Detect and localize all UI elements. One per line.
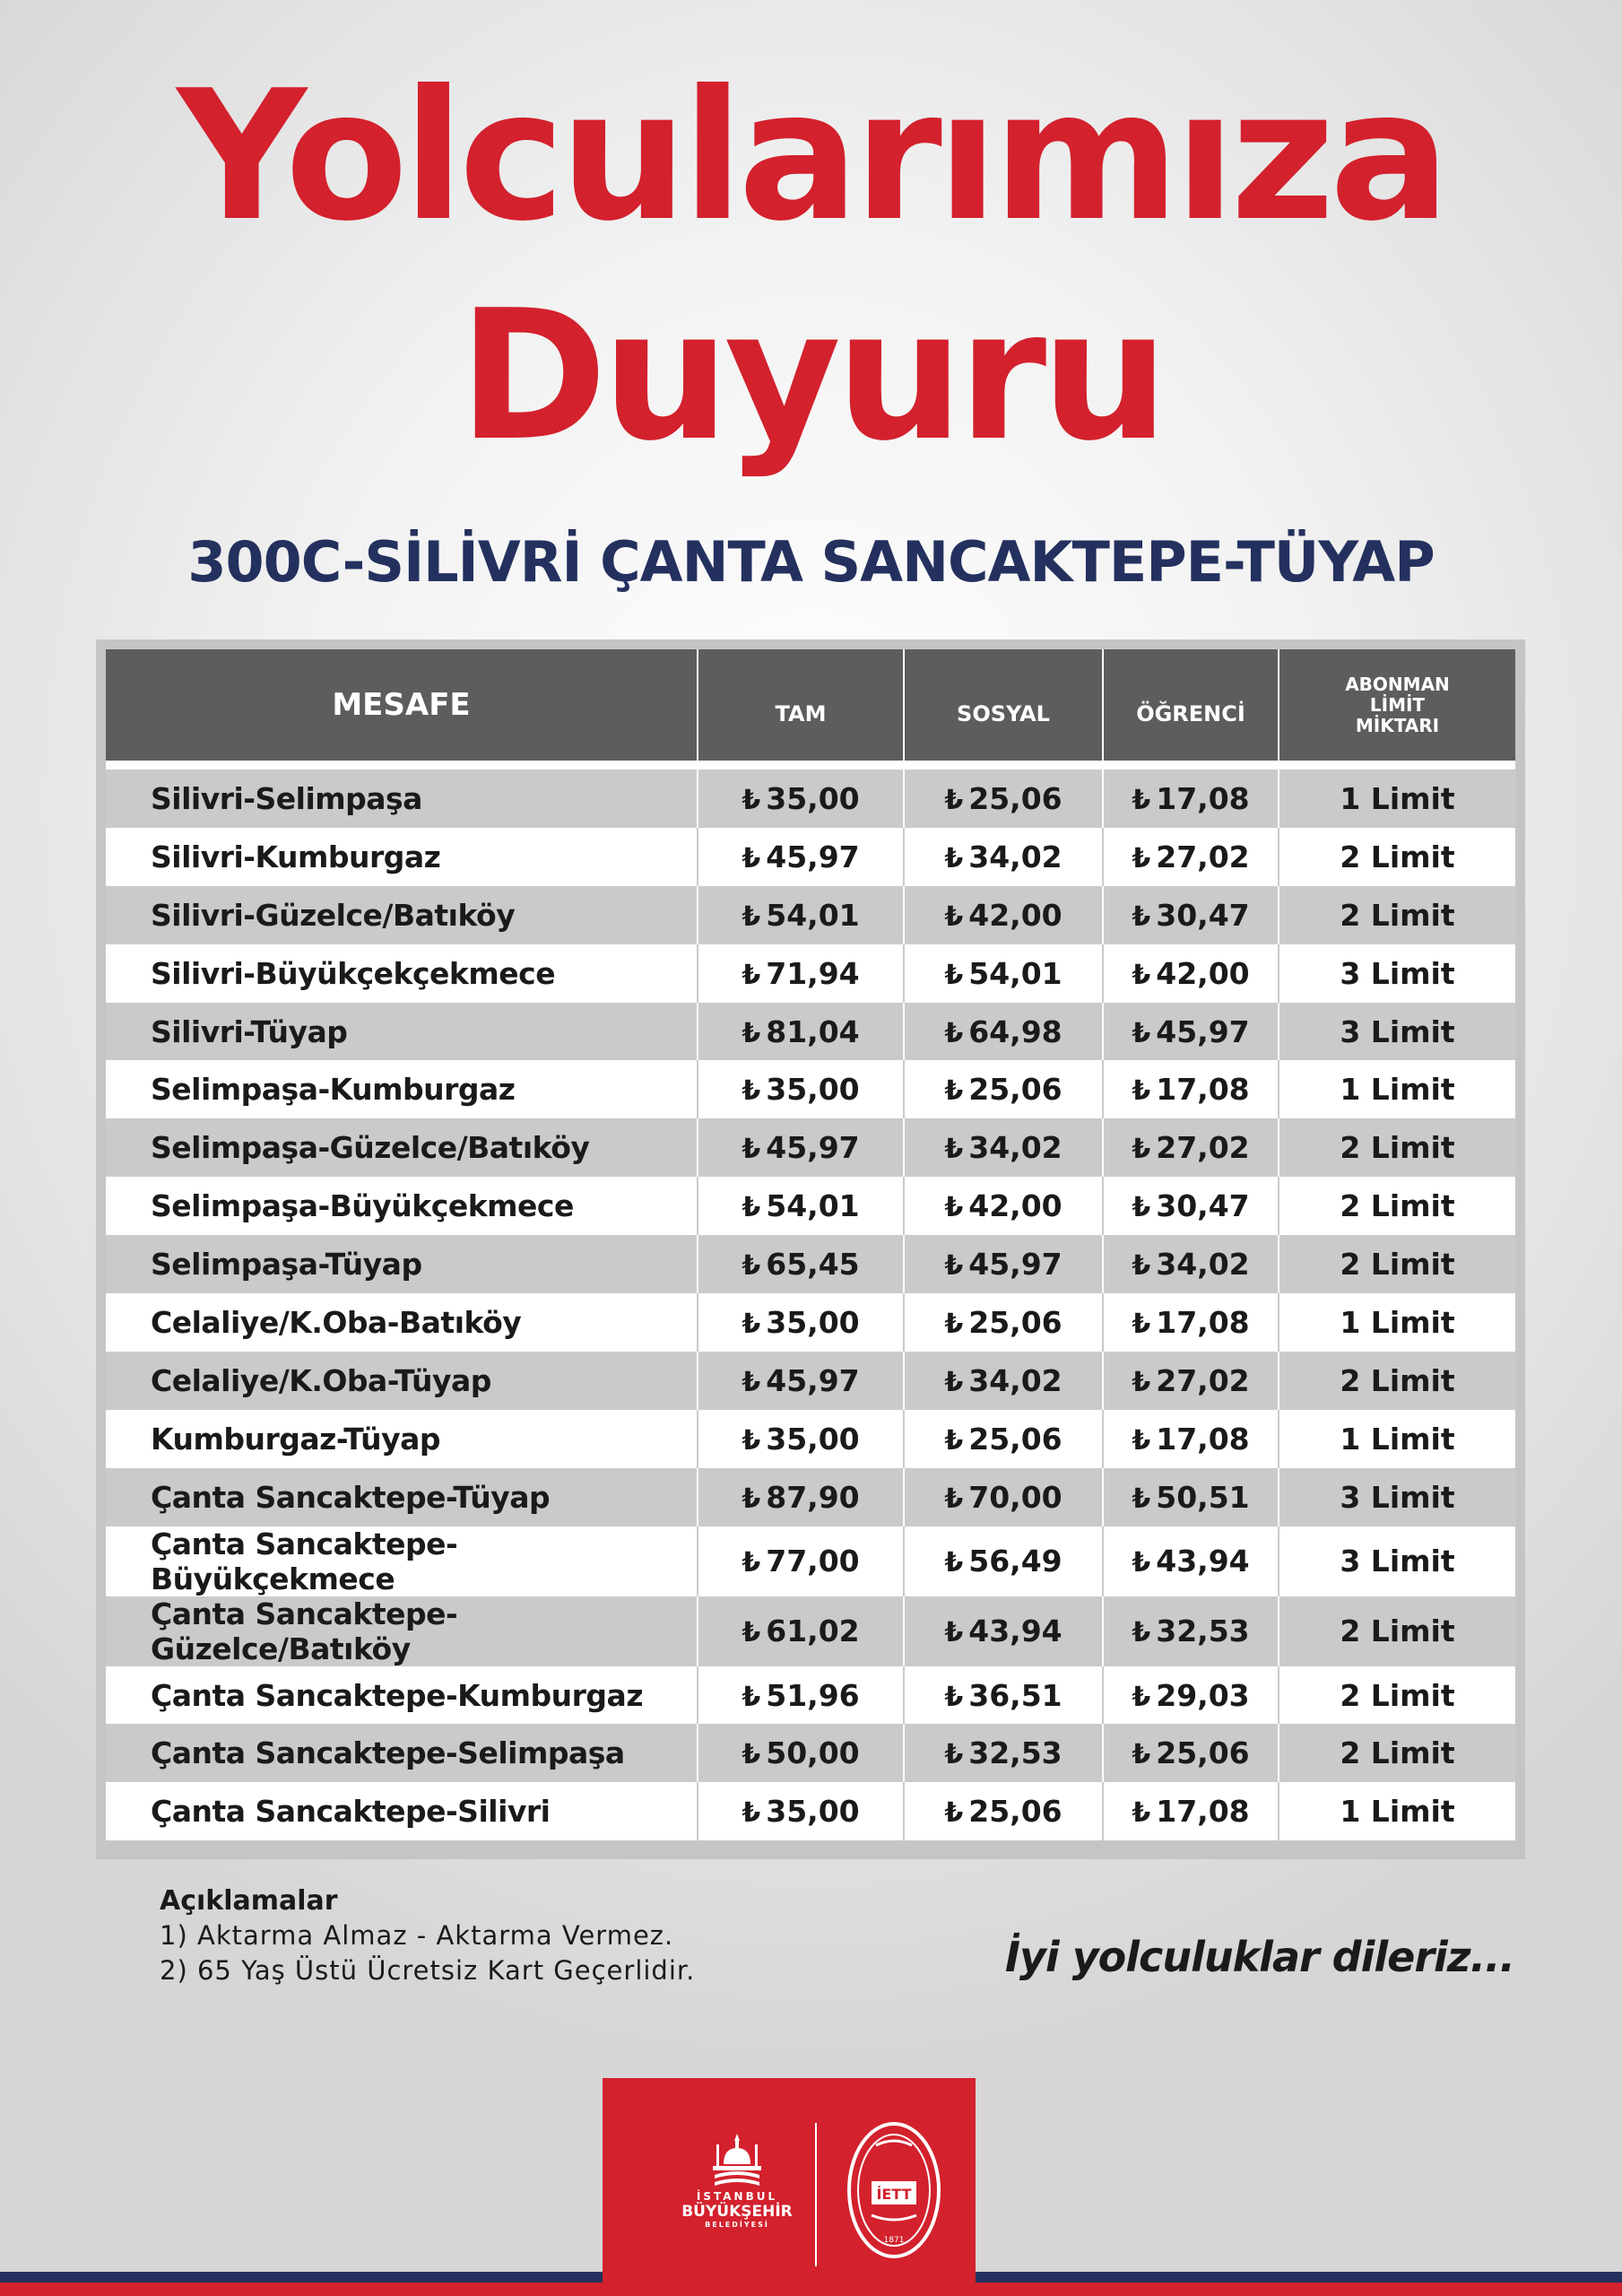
ogrenci-price-cell-value: 17,08 (1156, 1304, 1250, 1340)
sosyal-price-cell (904, 1293, 1103, 1352)
iett-logo-text: İETT (876, 2186, 912, 2203)
ogrenci-price-cell (1103, 1596, 1279, 1666)
fare-table (106, 649, 1515, 1840)
route-cell: Çanta Sancaktepe-Selimpaşa (106, 1724, 698, 1782)
tam-price-cell-value: 81,04 (766, 1013, 860, 1049)
sosyal-price-cell (904, 1596, 1103, 1666)
tam-price-cell (698, 1526, 904, 1596)
column-header-tam: TAM (698, 649, 904, 765)
lira-icon: ₺ (742, 1483, 761, 1515)
ogrenci-price-cell (1103, 1293, 1279, 1352)
lira-icon: ₺ (1132, 1681, 1151, 1713)
sosyal-price-cell-value: 34,02 (968, 839, 1063, 874)
ogrenci-price-cell-value: 30,47 (1156, 1188, 1250, 1224)
announcement-title-line2: Duyuru (458, 272, 1164, 481)
logo-divider (815, 2123, 817, 2266)
tam-price-cell (698, 1596, 904, 1666)
tam-price-cell (698, 1003, 904, 1061)
ogrenci-price-cell (1103, 1468, 1279, 1526)
route-cell: Silivri-Tüyap (106, 1003, 698, 1061)
iett-year-text: 1871 (883, 2236, 905, 2245)
ogrenci-price-cell (1103, 944, 1279, 1003)
iett-emblem-icon (845, 2118, 943, 2262)
tam-price-cell (698, 1060, 904, 1118)
ibb-text-line3: BELEDİYESİ (705, 2221, 769, 2230)
route-cell: Silivri-Büyükçekçekmece (106, 944, 698, 1003)
table-row (106, 1468, 1515, 1526)
lira-icon: ₺ (944, 1308, 964, 1340)
table-row (106, 1410, 1515, 1468)
ogrenci-price-cell-value: 27,02 (1156, 1130, 1250, 1166)
limit-cell: 1 Limit (1279, 1060, 1515, 1118)
lira-icon: ₺ (1132, 1250, 1151, 1283)
lira-icon: ₺ (1132, 842, 1151, 874)
sosyal-price-cell-value: 34,02 (968, 1130, 1063, 1166)
ogrenci-price-cell-value: 27,02 (1156, 1362, 1250, 1398)
tam-price-cell-value: 35,00 (766, 1421, 860, 1457)
route-cell: Çanta Sancaktepe-Büyükçekmece (106, 1526, 698, 1596)
limit-cell: 2 Limit (1279, 1352, 1515, 1410)
tam-price-cell (698, 1352, 904, 1410)
sosyal-price-cell-value: 54,01 (968, 955, 1063, 991)
tam-price-cell-value: 45,97 (766, 1130, 860, 1166)
sosyal-price-cell-value: 32,53 (968, 1735, 1063, 1771)
lira-icon: ₺ (944, 1681, 964, 1713)
limit-cell: 1 Limit (1279, 1410, 1515, 1468)
table-row (106, 1118, 1515, 1177)
fare-table-body (106, 765, 1515, 1840)
route-cell: Selimpaşa-Tüyap (106, 1235, 698, 1293)
ogrenci-price-cell-value: 17,08 (1156, 780, 1250, 816)
ogrenci-price-cell-value: 50,51 (1156, 1479, 1250, 1515)
ogrenci-price-cell-value: 42,00 (1156, 955, 1250, 991)
ogrenci-price-cell (1103, 1782, 1279, 1840)
limit-cell: 3 Limit (1279, 1526, 1515, 1596)
lira-icon: ₺ (944, 1617, 964, 1649)
sosyal-price-cell (904, 1410, 1103, 1468)
lira-icon: ₺ (1132, 1424, 1151, 1457)
ogrenci-price-cell (1103, 886, 1279, 944)
ogrenci-price-cell-value: 30,47 (1156, 897, 1250, 933)
tam-price-cell (698, 1410, 904, 1468)
fare-table-frame (96, 639, 1525, 1859)
sosyal-price-cell (904, 1724, 1103, 1782)
ogrenci-price-cell (1103, 1410, 1279, 1468)
route-cell: Selimpaşa-Güzelce/Batıköy (106, 1118, 698, 1177)
ogrenci-price-cell (1103, 1060, 1279, 1118)
tam-price-cell-value: 45,97 (766, 1362, 860, 1398)
route-cell: Çanta Sancaktepe-Kumburgaz (106, 1666, 698, 1725)
notes-section (160, 1883, 695, 1988)
ogrenci-price-cell (1103, 1724, 1279, 1782)
lira-icon: ₺ (1132, 1617, 1151, 1649)
lira-icon: ₺ (1132, 1547, 1151, 1579)
sosyal-price-cell (904, 1118, 1103, 1177)
tam-price-cell (698, 1782, 904, 1840)
lira-icon: ₺ (1132, 1797, 1151, 1830)
lira-icon: ₺ (742, 1134, 761, 1166)
route-cell: Çanta Sancaktepe-Silivri (106, 1782, 698, 1840)
table-row (106, 944, 1515, 1003)
sosyal-price-cell-value: 42,00 (968, 897, 1063, 933)
tam-price-cell (698, 886, 904, 944)
limit-cell: 2 Limit (1279, 1118, 1515, 1177)
closing-message: İyi yolculuklar dileriz... (1004, 1933, 1514, 1981)
table-row (106, 1177, 1515, 1235)
ogrenci-price-cell-value: 29,03 (1156, 1677, 1250, 1713)
limit-cell: 2 Limit (1279, 1666, 1515, 1725)
table-row (106, 765, 1515, 828)
route-cell: Çanta Sancaktepe-Güzelce/Batıköy (106, 1596, 698, 1666)
lira-icon: ₺ (1132, 1017, 1151, 1049)
lira-icon: ₺ (742, 959, 761, 991)
sosyal-price-cell (904, 1526, 1103, 1596)
sosyal-price-cell (904, 1666, 1103, 1725)
lira-icon: ₺ (944, 1192, 964, 1224)
tam-price-cell (698, 1666, 904, 1725)
tam-price-cell-value: 50,00 (766, 1735, 860, 1771)
ibb-text-line2: BÜYÜKŞEHİR (681, 2202, 793, 2221)
tam-price-cell-value: 35,00 (766, 780, 860, 816)
lira-icon: ₺ (1132, 1366, 1151, 1398)
table-row (106, 1003, 1515, 1061)
limit-cell: 3 Limit (1279, 944, 1515, 1003)
table-row (106, 1352, 1515, 1410)
limit-cell: 2 Limit (1279, 1596, 1515, 1666)
tam-price-cell-value: 65,45 (766, 1247, 860, 1283)
tam-price-cell (698, 944, 904, 1003)
lira-icon: ₺ (742, 1192, 761, 1224)
tam-price-cell-value: 54,01 (766, 897, 860, 933)
sosyal-price-cell-value: 45,97 (968, 1247, 1063, 1283)
sosyal-price-cell-value: 43,94 (968, 1613, 1063, 1649)
table-row (106, 1596, 1515, 1666)
table-row (106, 1060, 1515, 1118)
ogrenci-price-cell-value: 45,97 (1156, 1013, 1250, 1049)
lira-icon: ₺ (1132, 1192, 1151, 1224)
ogrenci-price-cell-value: 25,06 (1156, 1735, 1250, 1771)
lira-icon: ₺ (742, 1797, 761, 1830)
lira-icon: ₺ (742, 1681, 761, 1713)
lira-icon: ₺ (742, 1075, 761, 1108)
column-header-mesafe: MESAFE (106, 649, 698, 765)
lira-icon: ₺ (944, 842, 964, 874)
tam-price-cell-value: 51,96 (766, 1677, 860, 1713)
ogrenci-price-cell (1103, 765, 1279, 828)
ogrenci-price-cell (1103, 1352, 1279, 1410)
sosyal-price-cell (904, 886, 1103, 944)
route-cell: Selimpaşa-Büyükçekmece (106, 1177, 698, 1235)
lira-icon: ₺ (1132, 1739, 1151, 1771)
sosyal-price-cell-value: 25,06 (968, 1072, 1063, 1108)
ibb-emblem-icon (706, 2128, 768, 2191)
sosyal-price-cell-value: 25,06 (968, 1304, 1063, 1340)
tam-price-cell (698, 1177, 904, 1235)
lira-icon: ₺ (742, 1617, 761, 1649)
sosyal-price-cell (904, 944, 1103, 1003)
iett-logo (845, 2118, 943, 2266)
note-item-2: 2) 65 Yaş Üstü Ücretsiz Kart Geçerlidir. (160, 1955, 696, 1986)
ogrenci-price-cell (1103, 1666, 1279, 1725)
lira-icon: ₺ (742, 1366, 761, 1398)
sosyal-price-cell-value: 42,00 (968, 1188, 1063, 1224)
ogrenci-price-cell-value: 32,53 (1156, 1613, 1250, 1649)
lira-icon: ₺ (742, 784, 761, 816)
table-row (106, 886, 1515, 944)
lira-icon: ₺ (1132, 1134, 1151, 1166)
abonman-header-text: ABONMAN LİMİT MİKTARI (1345, 673, 1450, 736)
lira-icon: ₺ (944, 784, 964, 816)
sosyal-price-cell (904, 1003, 1103, 1061)
sosyal-price-cell-value: 25,06 (968, 1421, 1063, 1457)
column-header-abonman (1279, 649, 1515, 765)
tam-price-cell (698, 828, 904, 886)
lira-icon: ₺ (944, 1483, 964, 1515)
lira-icon: ₺ (944, 1547, 964, 1579)
table-row (106, 1782, 1515, 1840)
lira-icon: ₺ (944, 1250, 964, 1283)
limit-cell: 1 Limit (1279, 1293, 1515, 1352)
logo-panel (603, 2078, 976, 2296)
lira-icon: ₺ (742, 842, 761, 874)
ogrenci-price-cell-value: 27,02 (1156, 839, 1250, 874)
tam-price-cell (698, 1468, 904, 1526)
lira-icon: ₺ (944, 1797, 964, 1830)
route-cell: Silivri-Kumburgaz (106, 828, 698, 886)
tam-price-cell-value: 61,02 (766, 1613, 860, 1649)
sosyal-price-cell-value: 56,49 (968, 1544, 1063, 1579)
tam-price-cell (698, 1118, 904, 1177)
sosyal-price-cell-value: 70,00 (968, 1479, 1063, 1515)
tam-price-cell-value: 35,00 (766, 1072, 860, 1108)
lira-icon: ₺ (742, 1017, 761, 1049)
route-subtitle: 300C-SİLİVRİ ÇANTA SANCAKTEPE-TÜYAP (187, 529, 1435, 595)
ogrenci-price-cell (1103, 1118, 1279, 1177)
lira-icon: ₺ (944, 900, 964, 933)
lira-icon: ₺ (742, 1547, 761, 1579)
lira-icon: ₺ (1132, 1075, 1151, 1108)
limit-cell: 3 Limit (1279, 1003, 1515, 1061)
limit-cell: 2 Limit (1279, 1177, 1515, 1235)
ogrenci-price-cell-value: 17,08 (1156, 1421, 1250, 1457)
route-cell: Çanta Sancaktepe-Tüyap (106, 1468, 698, 1526)
lira-icon: ₺ (742, 1424, 761, 1457)
limit-cell: 1 Limit (1279, 765, 1515, 828)
sosyal-price-cell (904, 828, 1103, 886)
sosyal-price-cell-value: 36,51 (968, 1677, 1063, 1713)
limit-cell: 2 Limit (1279, 1724, 1515, 1782)
sosyal-price-cell-value: 34,02 (968, 1362, 1063, 1398)
lira-icon: ₺ (944, 1424, 964, 1457)
tam-price-cell-value: 77,00 (766, 1544, 860, 1579)
sosyal-price-cell (904, 1782, 1103, 1840)
tam-price-cell (698, 1293, 904, 1352)
ogrenci-price-cell-value: 34,02 (1156, 1247, 1250, 1283)
ogrenci-price-cell-value: 17,08 (1156, 1072, 1250, 1108)
sosyal-price-cell (904, 1060, 1103, 1118)
route-cell: Celaliye/K.Oba-Batıköy (106, 1293, 698, 1352)
tam-price-cell-value: 71,94 (766, 955, 860, 991)
lira-icon: ₺ (1132, 1483, 1151, 1515)
table-row (106, 1235, 1515, 1293)
ogrenci-price-cell (1103, 1526, 1279, 1596)
route-cell: Kumburgaz-Tüyap (106, 1410, 698, 1468)
lira-icon: ₺ (1132, 1308, 1151, 1340)
tam-price-cell (698, 1724, 904, 1782)
tam-price-cell-value: 54,01 (766, 1188, 860, 1224)
lira-icon: ₺ (1132, 900, 1151, 933)
sosyal-price-cell-value: 25,06 (968, 1794, 1063, 1830)
ibb-text-line1: İSTANBUL (696, 2190, 778, 2203)
table-row (106, 1293, 1515, 1352)
table-header-row (106, 649, 1515, 765)
lira-icon: ₺ (742, 1250, 761, 1283)
limit-cell: 3 Limit (1279, 1468, 1515, 1526)
ogrenci-price-cell (1103, 828, 1279, 886)
tam-price-cell (698, 765, 904, 828)
lira-icon: ₺ (742, 1308, 761, 1340)
sosyal-price-cell-value: 64,98 (968, 1013, 1063, 1049)
lira-icon: ₺ (1132, 959, 1151, 991)
lira-icon: ₺ (944, 1739, 964, 1771)
lira-icon: ₺ (944, 1017, 964, 1049)
tam-price-cell-value: 87,90 (766, 1479, 860, 1515)
column-header-ogrenci: ÖĞRENCİ (1103, 649, 1279, 765)
limit-cell: 2 Limit (1279, 828, 1515, 886)
table-row (106, 1526, 1515, 1596)
route-cell: Silivri-Selimpaşa (106, 765, 698, 828)
ogrenci-price-cell (1103, 1235, 1279, 1293)
limit-cell: 2 Limit (1279, 1235, 1515, 1293)
ogrenci-price-cell (1103, 1177, 1279, 1235)
sosyal-price-cell (904, 765, 1103, 828)
sosyal-price-cell (904, 1177, 1103, 1235)
table-row (106, 1724, 1515, 1782)
sosyal-price-cell (904, 1468, 1103, 1526)
route-cell: Silivri-Güzelce/Batıköy (106, 886, 698, 944)
sosyal-price-cell (904, 1235, 1103, 1293)
lira-icon: ₺ (944, 959, 964, 991)
notes-title: Açıklamalar (160, 1885, 338, 1917)
announcement-title-line1: Yolcularımıza (177, 52, 1445, 261)
tam-price-cell-value: 35,00 (766, 1304, 860, 1340)
table-row (106, 828, 1515, 886)
limit-cell: 1 Limit (1279, 1782, 1515, 1840)
lira-icon: ₺ (944, 1366, 964, 1398)
ogrenci-price-cell-value: 17,08 (1156, 1794, 1250, 1830)
column-header-sosyal: SOSYAL (904, 649, 1103, 765)
lira-icon: ₺ (742, 900, 761, 933)
tam-price-cell-value: 35,00 (766, 1794, 860, 1830)
sosyal-price-cell (904, 1352, 1103, 1410)
tam-price-cell-value: 45,97 (766, 839, 860, 874)
lira-icon: ₺ (944, 1134, 964, 1166)
table-row (106, 1666, 1515, 1725)
route-cell: Selimpaşa-Kumburgaz (106, 1060, 698, 1118)
sosyal-price-cell-value: 25,06 (968, 780, 1063, 816)
tam-price-cell (698, 1235, 904, 1293)
note-item-1: 1) Aktarma Almaz - Aktarma Vermez. (160, 1920, 674, 1951)
ibb-logo (674, 2128, 800, 2230)
ogrenci-price-cell (1103, 1003, 1279, 1061)
ogrenci-price-cell-value: 43,94 (1156, 1544, 1250, 1579)
lira-icon: ₺ (1132, 784, 1151, 816)
lira-icon: ₺ (742, 1739, 761, 1771)
route-cell: Celaliye/K.Oba-Tüyap (106, 1352, 698, 1410)
limit-cell: 2 Limit (1279, 886, 1515, 944)
lira-icon: ₺ (944, 1075, 964, 1108)
